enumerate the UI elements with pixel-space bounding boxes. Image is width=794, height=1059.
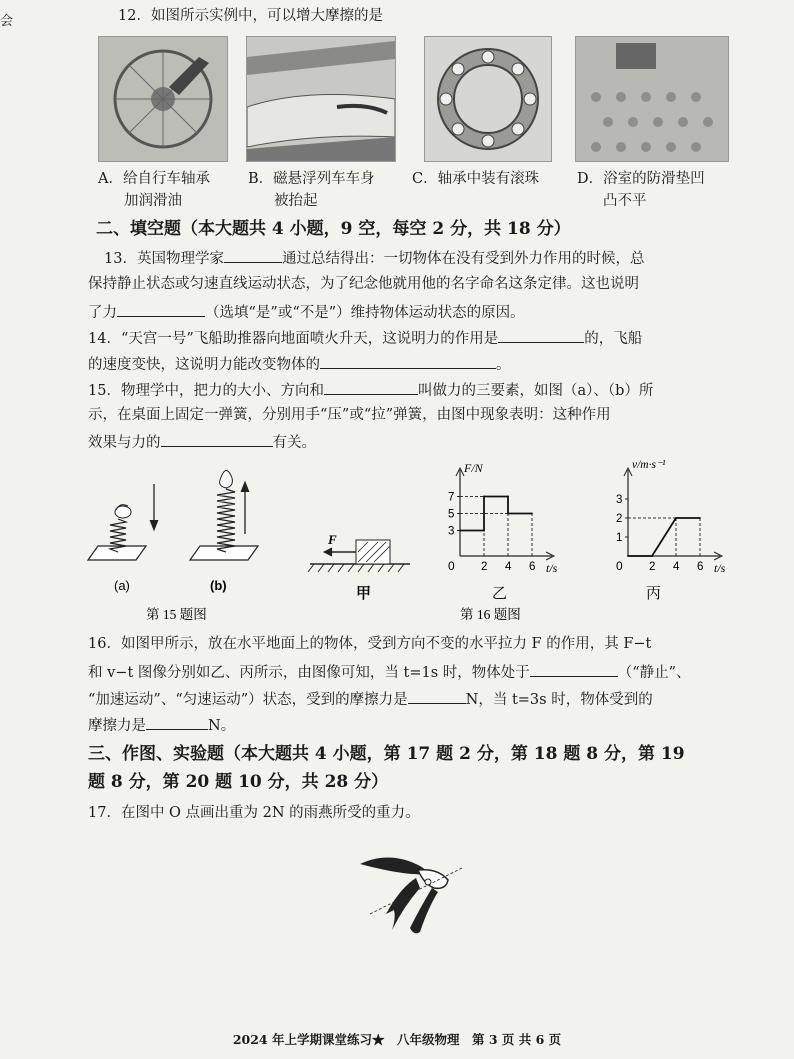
bath-mat-photo <box>575 36 729 162</box>
q16-blank-1[interactable] <box>530 661 618 677</box>
q16-line2 <box>88 661 691 683</box>
f-origin: 0 <box>448 559 455 573</box>
fig15-b-label: (b) <box>210 578 227 593</box>
q12-option-d-line1: D．浴室的防滑垫凹 <box>577 171 705 187</box>
q16-text-b: 和 v−t 图像分别如乙、丙所示，由图像可知，当 t=1s 时，物体处于 <box>88 665 530 681</box>
q14-text-d: 。 <box>496 357 511 373</box>
q12-option-d <box>577 168 705 212</box>
bicycle-bearing-photo <box>98 36 228 162</box>
q16-text-c: （“静止”、 <box>617 665 691 681</box>
q16-line1: 16．如图甲所示，放在水平地面上的物体，受到方向不变的水平拉力 F 的作用，其 F−t <box>88 636 652 652</box>
q14-blank-2[interactable] <box>320 353 496 369</box>
f-point <box>459 530 461 532</box>
q14-blank-1[interactable] <box>498 327 584 343</box>
q14-text-c: 的速度变快，这说明力能改变物体的 <box>88 357 320 373</box>
q15-blank-1[interactable] <box>324 379 418 395</box>
q13-text-e: （选填“是”或“不是”）维持物体运动状态的原因。 <box>205 305 525 321</box>
q12-option-c <box>412 168 539 190</box>
block-pulled-figure <box>308 532 410 602</box>
q13-line1 <box>104 247 644 269</box>
f-point <box>507 513 509 515</box>
v-xtick-label: 4 <box>673 561 680 573</box>
fig16-jia-label: 甲 <box>356 586 372 602</box>
q13-text-d: 了力 <box>88 305 117 321</box>
fig16-caption: 第 16 题图 <box>460 607 521 622</box>
section-3-title-line2: 题 8 分，第 20 题 10 分，共 28 分） <box>88 772 389 792</box>
q14-line1 <box>88 327 642 349</box>
maglev-train-photo <box>246 36 396 162</box>
q15-text-a: 15．物理学中，把力的大小、方向和 <box>88 383 324 399</box>
q12-option-b-line1: B．磁悬浮列车车身 <box>248 171 375 187</box>
q13-blank-1[interactable] <box>224 247 282 263</box>
fig15-a-label: (a) <box>114 578 130 593</box>
q15-line3 <box>88 431 316 453</box>
q12-stem: 12．如图所示实例中，可以增大摩擦的是 <box>118 8 383 24</box>
q14-text-a: 14．“天宫一号”飞船助推器向地面喷火升天，这说明力的作用是 <box>88 331 499 347</box>
q16-text-g: N。 <box>208 718 236 734</box>
f-point <box>507 496 509 498</box>
f-ylabel: F/N <box>464 461 483 475</box>
q16-text-f: 摩擦力是 <box>88 718 146 734</box>
v-ytick-label: 1 <box>616 532 623 544</box>
q16-line4 <box>88 714 235 736</box>
fig16-bing-label: 丙 <box>646 586 662 602</box>
velocity-time-graph <box>616 459 726 575</box>
q15-line2: 示，在桌面上固定一弹簧，分别用手“压”或“拉”弹簧，由图中现象表明：这种作用 <box>88 407 611 423</box>
v-origin: 0 <box>616 559 623 573</box>
q13-text-b: 通过总结得出：一切物体在没有受到外力作用的时候，总 <box>281 251 645 267</box>
q13-line2: 保持静止状态或匀速直线运动状态，为了纪念他就用他的名字命名这条定律。这也说明 <box>88 276 639 292</box>
ball-bearing-photo <box>424 36 552 162</box>
q16-text-d: “加速运动”、“匀速运动”）状态，受到的摩擦力是 <box>88 692 408 708</box>
v-point <box>675 517 677 519</box>
f-xlabel: t/s <box>546 561 558 575</box>
q12-option-b-line2: 被抬起 <box>274 193 318 209</box>
f-ytick-label: 3 <box>448 525 455 538</box>
q13-blank-2[interactable] <box>117 301 205 317</box>
f-ytick-label: 7 <box>448 491 455 504</box>
v-series-line <box>628 518 700 556</box>
q13-line3 <box>88 301 525 323</box>
spring-press-figure <box>88 484 158 593</box>
fig16-yi-label: 乙 <box>492 586 508 602</box>
v-xtick-label: 2 <box>649 561 656 573</box>
section-2-title: 二、填空题（本大题共 4 小题，9 空，每空 2 分，共 18 分） <box>96 219 571 239</box>
q15-text-e: 有关。 <box>272 435 316 451</box>
swallow-head <box>418 870 448 889</box>
v-point <box>699 517 701 519</box>
figures-row <box>80 456 740 630</box>
q16-blank-3[interactable] <box>146 714 208 730</box>
f-point <box>483 530 485 532</box>
f-point <box>531 513 533 515</box>
q12-option-b <box>248 168 375 212</box>
q12-option-a-line2: 加润滑油 <box>124 193 182 209</box>
q14-line2 <box>88 353 511 375</box>
f-xtick-label: 2 <box>481 561 488 573</box>
q15-blank-2[interactable] <box>161 431 273 447</box>
q17-text: 17．在图中 O 点画出重为 2N 的雨燕所受的重力。 <box>88 805 420 821</box>
v-xtick-label: 6 <box>697 561 704 573</box>
v-ylabel: v/m·s⁻¹ <box>632 459 666 471</box>
v-xlabel: t/s <box>714 561 726 575</box>
q16-text-e: N，当 t=3s 时，物体受到的 <box>465 692 653 708</box>
q15-line1 <box>88 379 653 401</box>
dashed-reference-line <box>370 868 462 914</box>
section-3-title-line1: 三、作图、实验题（本大题共 4 小题，第 17 题 2 分，第 18 题 8 分，第 19 <box>88 744 685 764</box>
f-ytick-label: 5 <box>448 508 455 521</box>
q15-text-d: 效果与力的 <box>88 435 161 451</box>
force-time-graph <box>448 461 558 575</box>
q12-option-a <box>98 168 210 212</box>
q12-option-c-line1: C．轴承中装有滚珠 <box>412 171 540 187</box>
q16-blank-2[interactable] <box>408 688 466 704</box>
spring-pull-figure <box>190 470 258 593</box>
edge-character: 会 <box>0 14 14 29</box>
q12-option-a-line1: A．给自行车轴承 <box>98 171 210 187</box>
q12-option-d-line2: 凸不平 <box>603 193 647 209</box>
v-ytick-label: 3 <box>616 494 623 506</box>
fig15-caption: 第 15 题图 <box>146 607 207 622</box>
q15-text-b: 叫做力的三要素，如图（a）、（b）所 <box>417 383 654 399</box>
q16-line3 <box>88 688 653 710</box>
q14-text-b: 的，飞船 <box>584 331 643 347</box>
page-footer: 2024 年上学期课堂练习★ 八年级物理 第 3 页 共 6 页 <box>232 1032 562 1047</box>
fig16-force-label: F <box>328 532 337 547</box>
swallow-bird-figure[interactable] <box>350 848 480 944</box>
f-xtick-label: 6 <box>529 561 536 573</box>
v-point <box>651 555 653 557</box>
f-xtick-label: 4 <box>505 561 512 573</box>
f-point <box>483 496 485 498</box>
q13-text-a: 13．英国物理学家 <box>104 251 224 267</box>
v-ytick-label: 2 <box>616 513 623 525</box>
v-point <box>627 555 629 557</box>
